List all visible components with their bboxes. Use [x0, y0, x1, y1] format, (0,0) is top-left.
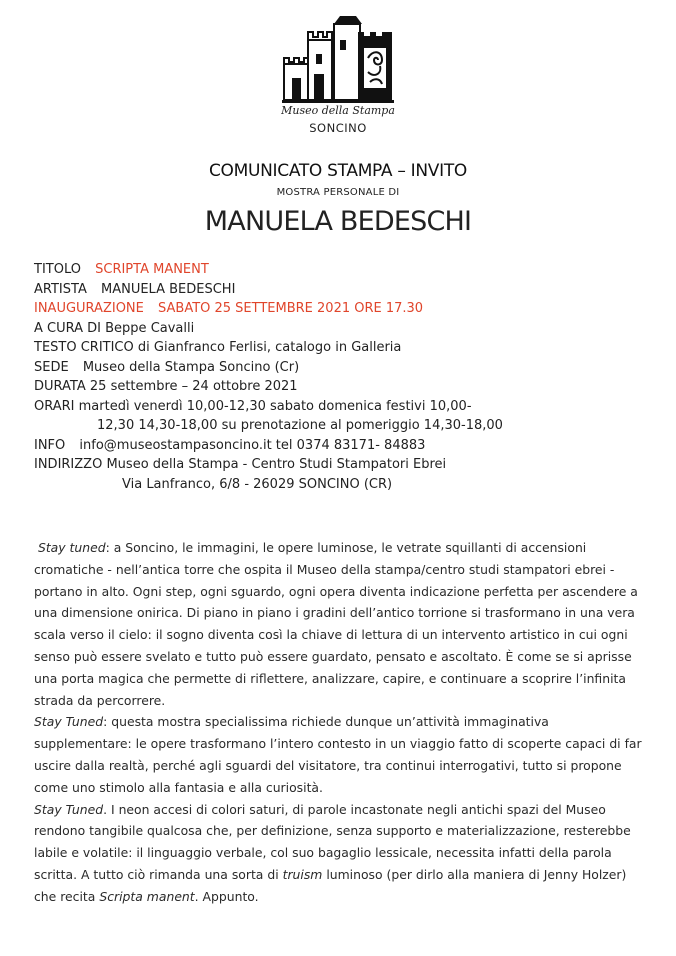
indirizzo-line-2: Via Lanfranco, 6/8 - 26029 SONCINO (CR): [122, 476, 393, 492]
row-orari: [34, 397, 654, 417]
exhibition-details: [34, 260, 654, 494]
orari-label: ORARI: [34, 398, 75, 414]
orari-line-2: 12,30 14,30-18,00 su prenotazione al pomeriggio 14,30-18,00: [97, 418, 503, 433]
stay-tuned-em-2: Stay Tuned: [34, 714, 104, 730]
document-title: COMUNICATO STAMPA – INVITO: [208, 161, 468, 181]
row-info: [34, 436, 654, 456]
castle-tower-icon: [278, 14, 398, 106]
logo-museum-name: Museo della Stampa: [281, 104, 395, 117]
paragraph-2: [34, 711, 646, 798]
paragraph-1-text: : a Soncino, le immagini, le opere luminose, le vetrate squillanti di accensioni cromatiche - nell’antica torre che ospita il Museo della stampa/centro studi stampatori ebrei - portano in alto. Ogni step, ogni sguardo, ogni opera diventa indicazione perfetta per ascendere a una dimensione onirica. Di piano in piano i gradini dell’antico torrione si trasformano in una vera scala verso il cielo: il sogno diventa così la chiave di lettura di un intervento artistico in cui ogni senso può essere svelato e tutto può essere guardato, pensato e ascoltato. È come se si aprisse una porta magica che permette di riflettere, analizzare, capire, e continuare a scoprire l’infinita strada da percorrere.: [34, 540, 638, 708]
press-release-body: [34, 537, 646, 908]
titolo-value: SCRIPTA MANENT: [95, 262, 209, 277]
row-artista: [34, 280, 654, 300]
row-titolo: [34, 260, 654, 280]
paragraph-1: [34, 537, 646, 711]
info-value: info@museostampasoncino.it tel 0374 83171- 84883: [79, 437, 426, 453]
cura-label: A CURA DI: [34, 320, 101, 336]
stay-tuned-em-1: Stay tuned: [37, 540, 106, 555]
logo-city: SONCINO: [309, 121, 367, 135]
testo-label: TESTO CRITICO di: [34, 340, 150, 355]
artista-label: ARTISTA: [34, 281, 87, 297]
row-inaugurazione: [34, 299, 654, 319]
paragraph-2-text: : questa mostra specialissima richiede dunque un’attività immaginativa supplementare: le opere trasformano l’intero contesto in un viaggio fatto di scoperte capaci di far uscire dalla realtà, perché agli sguardi del visitatore, tra continui interrogativi, tutto si propone come uno stimolo alla fantasia e alla curiosità.: [34, 714, 642, 795]
indirizzo-line-1: Museo della Stampa - Centro Studi Stampatori Ebrei: [106, 457, 447, 472]
row-orari-continued: [34, 416, 654, 436]
sede-label: SEDE: [34, 359, 69, 375]
indirizzo-label: INDIRIZZO: [34, 457, 103, 472]
artista-value: MANUELA BEDESCHI: [100, 281, 236, 297]
row-indirizzo-continued: [34, 475, 654, 495]
sede-value: Museo della Stampa Soncino (Cr): [82, 359, 300, 375]
inaugurazione-label: INAUGURAZIONE: [34, 301, 144, 316]
truism-em: truism: [282, 866, 323, 882]
durata-label: DURATA: [34, 379, 86, 394]
row-durata: [34, 377, 654, 397]
artist-name-heading: MANUELA BEDESCHI: [204, 206, 472, 237]
orari-line-1: martedì venerdì 10,00-12,30 sabato domenica festivi 10,00-: [78, 398, 472, 414]
info-label: INFO: [34, 437, 66, 453]
durata-value: 25 settembre – 24 ottobre 2021: [89, 379, 298, 394]
paragraph-3-text-c: . Appunto.: [194, 888, 259, 904]
row-sede: [34, 358, 654, 378]
cura-value: Beppe Cavalli: [105, 320, 195, 336]
scripta-manent-em: Scripta manent: [99, 888, 195, 904]
titolo-label: TITOLO: [34, 262, 81, 277]
row-indirizzo: [34, 455, 654, 475]
paragraph-3: [34, 799, 646, 908]
document-subtitle: MOSTRA PERSONALE DI: [276, 187, 400, 198]
paragraph-3-text-a: . I neon accesi di colori saturi, di parole incastonate negli antichi spazi del Museo rendono tangibile qualcosa che, per definizione, senza supporto e materializzazione, resterebbe labile e volatile: il linguaggio verbale, col suo bagaglio lessicale, necessita infatti della parola scritta. A tutto ciò rimanda una sorta di: [34, 801, 631, 882]
row-testo-critico: [34, 338, 654, 358]
stay-tuned-em-3: Stay Tuned: [34, 801, 104, 817]
paragraph-3-text-b: luminoso (per dirlo alla maniera di Jenny Holzer) che recita: [34, 866, 627, 904]
row-cura: [34, 319, 654, 339]
testo-value: Gianfranco Ferlisi, catalogo in Galleria: [153, 340, 402, 355]
inaugurazione-value: SABATO 25 SETTEMBRE 2021 ORE 17.30: [158, 301, 424, 316]
